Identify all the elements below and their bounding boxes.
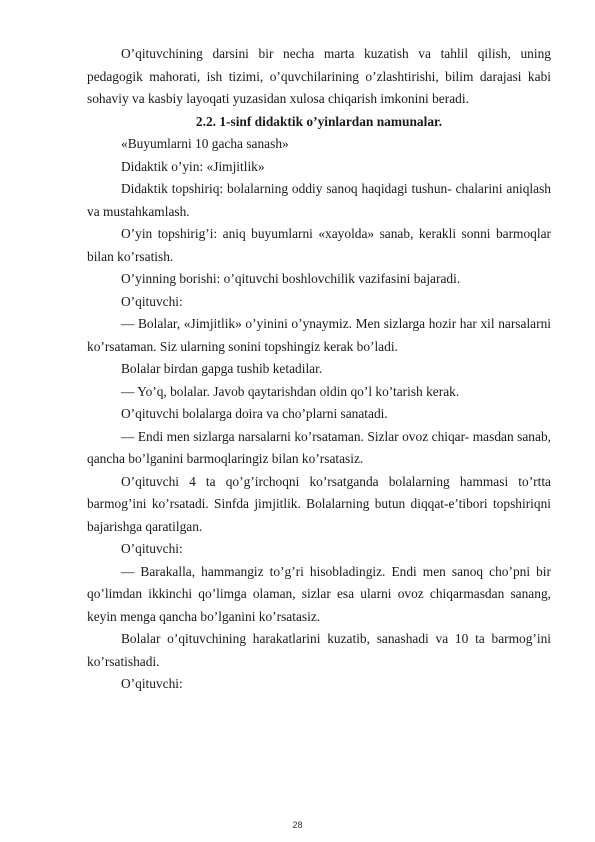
section-heading: 2.2. 1-sinf didaktik o’yinlardan namunalar. (195, 113, 443, 129)
paragraph-text: Bolalar birdan gapga tushib ketadilar. (121, 361, 323, 376)
paragraph-text: O’qituvchi bolalarga doira va cho’plarni sanatadi. (121, 406, 388, 421)
paragraph-teacher-label: O’qituvchi: (121, 676, 183, 691)
paragraph-dialogue: — Bolalar, «Jimjitlik» o’yinini o’ynaymiz. Men sizlarga hozir har xil narsalarni ko’rsataman. Siz ularning sonini topshingiz kerak bo’ladi. (87, 316, 551, 354)
paragraph-dialogue: — Endi men sizlarga narsalarni ko’rsataman. Sizlar ovoz chiqar- masdan sanab, qancha bo’lganini barmoqlaringiz bilan ko’rsatasiz. (87, 428, 551, 466)
paragraph-game-title: «Buyumlarni 10 gacha sanash» (121, 136, 289, 151)
page-number: 28 (292, 820, 303, 830)
paragraph-text: Bolalar o’qituvchining harakatlarini kuzatib, sanashadi va 10 ta barmog’ini ko’rsatishadi. (87, 631, 551, 669)
paragraph-teacher-label: O’qituvchi: (121, 541, 183, 556)
paragraph-intro: O’qituvchining darsini bir necha marta kuzatish va tahlil qilish, uning pedagogik mahorati, ish tizimi, o’quvchilarining o’zlashtirishi, bilim darajasi kabi sohaviy va kasbiy layoqati yuzasidan xulosa chiqarish imkonini beradi. (87, 46, 551, 106)
paragraph-game-flow: O’yinning borishi: o’qituvchi boshlovchilik vazifasini bajaradi. (121, 271, 461, 286)
paragraph-dialogue: — Barakalla, hammangiz to’g’ri hisobladingiz. Endi men sanoq cho’pni bir qo’limdan ikkinchi qo’limga olaman, sizlar esa ularni ovoz chiqarmasdan sanang, keyin menga qancha bo’lganini ko’rsatasiz. (87, 563, 551, 624)
paragraph-didactic-task: Didaktik topshiriq: bolalarning oddiy sanoq haqidagi tushun- chalarini aniqlash va mustahkamlash. (87, 181, 551, 219)
paragraph-dialogue: — Yo’q, bolalar. Javob qaytarishdan oldin qo’l ko’tarish kerak. (121, 383, 460, 399)
paragraph-text: O’qituvchi 4 ta qo’g’irchoqni ko’rsatganda bolalarning hammasi to’rtta barmog’ini ko’rsatadi. Sinfda jimjitlik. Bolalarning butun diqqat-e’tibori topshiriqni bajarishga qaratilgan. (87, 473, 551, 534)
page-body (87, 43, 551, 696)
paragraph-game-task: O’yin topshirig’i: aniq buyumlarni «xayolda» sanab, kerakli sonni barmoqlar bilan ko’rsatish. (87, 226, 551, 264)
paragraph-game-name: Didaktik o’yin: «Jimjitlik» (121, 158, 265, 174)
paragraph-teacher-label: O’qituvchi: (121, 293, 183, 309)
